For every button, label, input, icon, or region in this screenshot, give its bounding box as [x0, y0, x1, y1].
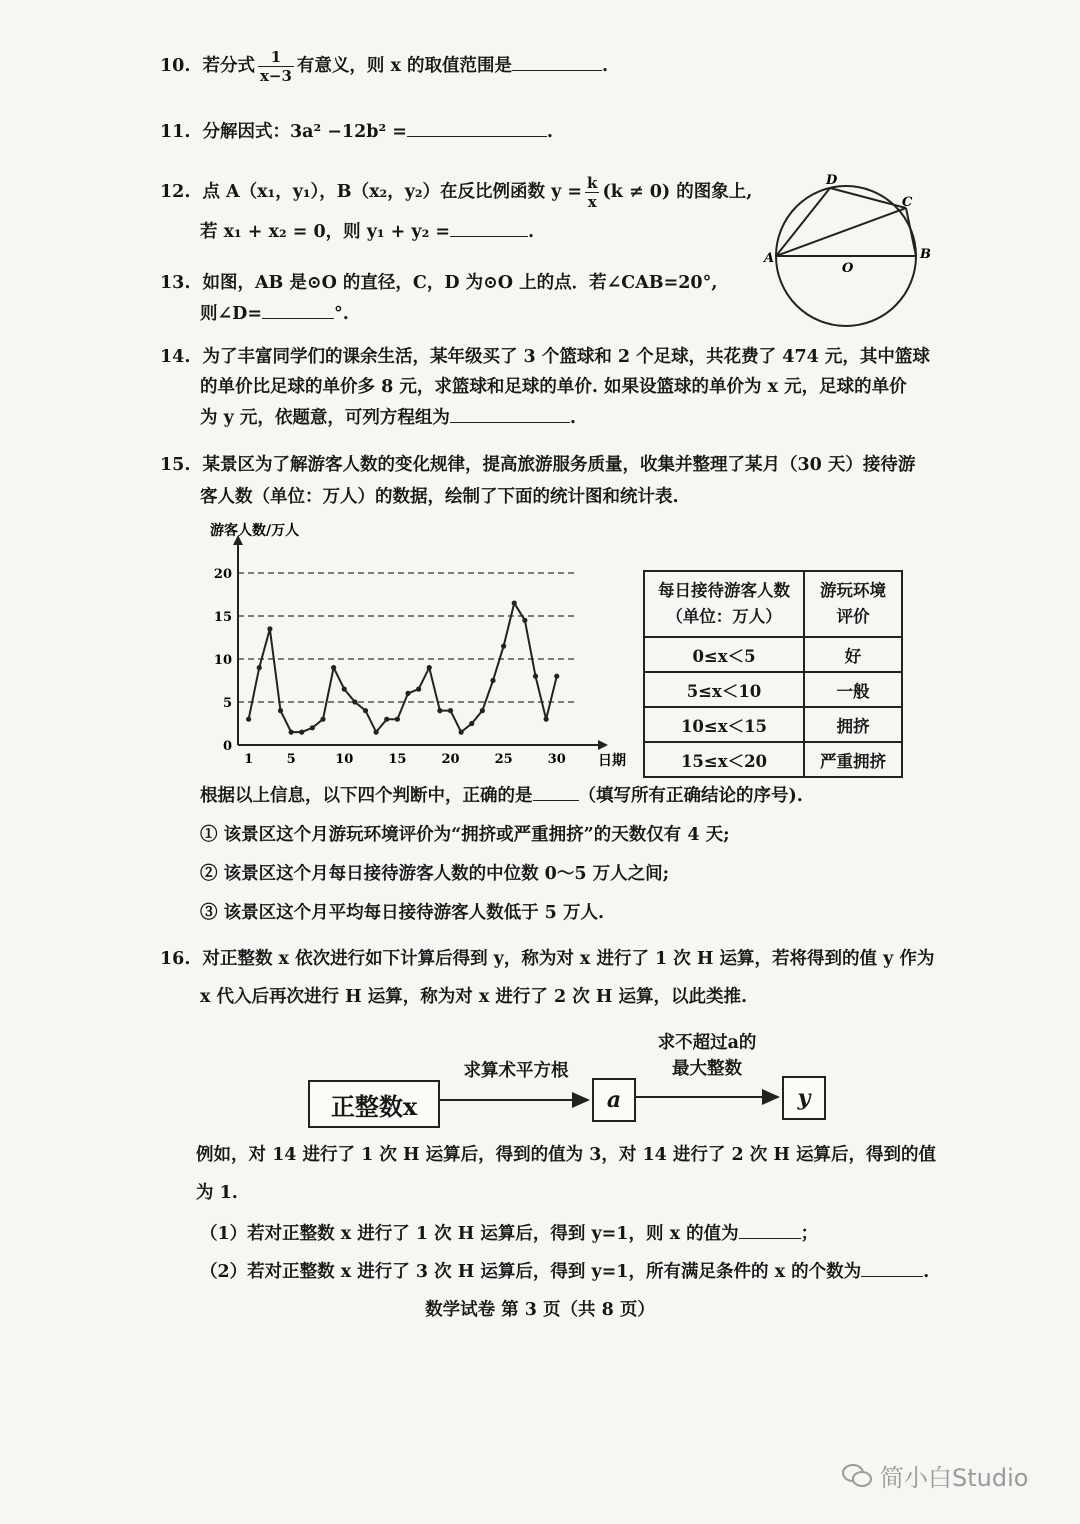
data-point [512, 601, 517, 606]
x-tick-label: 1 [244, 752, 254, 767]
answer-blank[interactable] [450, 404, 570, 423]
data-point [522, 618, 527, 623]
answer-blank[interactable] [407, 118, 547, 137]
subquestion-1: （1）若对正整数 x 进行了 1 次 H 运算后，得到 y=1，则 x 的值为 ； [200, 1220, 818, 1247]
question-16-line2: x 代入后再次进行 H 运算，称为对 x 进行了 2 次 H 运算，以此类推. [200, 987, 748, 1007]
data-point [501, 644, 506, 649]
flow-box-y: y [782, 1076, 826, 1120]
data-point [405, 691, 410, 696]
data-point [469, 721, 474, 726]
data-point [448, 708, 453, 713]
x-tick-label: 10 [335, 752, 354, 767]
x-tick-label: 15 [388, 752, 407, 767]
label-b: B [920, 247, 931, 262]
label-o: O [842, 261, 854, 276]
question-13-line2: 则∠D= °. [200, 300, 349, 327]
series-line [249, 603, 557, 732]
data-point [480, 708, 485, 713]
option-1: ① 该景区这个月游玩环境评价为“拥挤或严重拥挤”的天数仅有 4 天; [200, 825, 730, 845]
x-tick-label: 25 [494, 752, 513, 767]
question-10: 10. 若分式 $\frac{1}{x-3}$ 有意义，则 x 的取值范围是 . [160, 48, 609, 85]
table-row: 10≤x＜15 拥挤 [644, 707, 902, 742]
question-12-line2: 若 x₁ + x₂ = 0，则 y₁ + y₂ = . [200, 218, 534, 245]
data-point [374, 730, 379, 735]
data-point [544, 717, 549, 722]
data-point [331, 665, 336, 670]
evaluation-table [643, 570, 903, 778]
x-tick-label: 20 [441, 752, 460, 767]
answer-blank[interactable] [512, 52, 602, 71]
y-tick-label: 20 [213, 567, 232, 582]
data-point [554, 674, 559, 679]
flow-box-a: a [592, 1078, 636, 1122]
data-point [278, 708, 283, 713]
data-point [320, 717, 325, 722]
question-14-line2: 的单价比足球的单价多 8 元，求篮球和足球的单价. 如果设篮球的单价为 x 元，足球的单价 [200, 377, 907, 397]
data-point [267, 626, 272, 631]
data-point [416, 687, 421, 692]
question-13-line1: 13. 如图，AB 是⊙O 的直径，C，D 为⊙O 上的点．若∠CAB=20°, [160, 273, 718, 293]
table-row: 0≤x＜5 好 [644, 637, 902, 672]
question-12-line1: 12. 点 A（x₁，y₁），B（x₂，y₂）在反比例函数 y = $\frac{k}{x}$ (k ≠ 0) 的图象上, [160, 174, 753, 211]
option-3: ③ 该景区这个月平均每日接待游客人数低于 5 万人. [200, 903, 605, 923]
question-16-line1: 16. 对正整数 x 依次进行如下计算后得到 y，称为对 x 进行了 1 次 H 运算，若将得到的值 y 作为 [160, 949, 935, 969]
flow-label-floor: 求不超过a的 最大整数 [657, 1033, 757, 1079]
x-tick-label: 30 [547, 752, 566, 767]
data-point [363, 708, 368, 713]
y-tick-label: 10 [213, 653, 232, 668]
visitor-line-chart [190, 515, 626, 775]
page-footer: 数学试卷 第 3 页（共 8 页） [425, 1300, 655, 1320]
answer-blank[interactable] [739, 1220, 801, 1239]
x-axis-label: 日期 [598, 753, 626, 769]
label-a: A [764, 251, 775, 266]
y-tick-label: 5 [222, 696, 232, 711]
data-point [246, 717, 251, 722]
table-header-row [644, 571, 902, 637]
data-point [310, 725, 315, 730]
table-header-eval: 游玩环境 评价 [804, 571, 902, 637]
option-2: ② 该景区这个月每日接待游客人数的中位数 0～5 万人之间; [200, 864, 670, 884]
watermark: 简小白Studio [842, 1458, 1028, 1493]
table-header-count: 每日接待游客人数 （单位：万人） [644, 571, 804, 637]
data-point [299, 730, 304, 735]
data-point [427, 665, 432, 670]
data-point [342, 687, 347, 692]
table-row: 5≤x＜10 一般 [644, 672, 902, 707]
example-line2: 为 1. [196, 1183, 238, 1203]
data-point [289, 730, 294, 735]
chord-dc [830, 188, 906, 208]
subquestion-2: （2）若对正整数 x 进行了 3 次 H 运算后，得到 y=1，所有满足条件的 x 的个数为 . [200, 1258, 929, 1285]
data-point [352, 699, 357, 704]
data-point [437, 708, 442, 713]
question-15-prompt: 根据以上信息，以下四个判断中，正确的是 （填写所有正确结论的序号). [200, 782, 803, 809]
question-14-line1: 14. 为了丰富同学们的课余生活，某年级买了 3 个篮球和 2 个足球，共花费了 474 元，其中篮球 [160, 347, 930, 367]
y-axis-label: 游客人数/万人 [210, 523, 300, 539]
data-point [384, 717, 389, 722]
question-11: 11. 分解因式：3a² −12b² = . [160, 118, 553, 145]
answer-blank[interactable] [533, 782, 579, 801]
data-point [533, 674, 538, 679]
circle-figure [760, 168, 940, 338]
data-point [257, 665, 262, 670]
x-axis-arrow [598, 740, 608, 750]
answer-blank[interactable] [861, 1258, 923, 1277]
question-number: 10. [160, 56, 191, 76]
fraction: $\frac{1}{x-3}$ [259, 48, 292, 85]
label-d: D [826, 173, 838, 188]
question-14-line3: 为 y 元，依题意，可列方程组为 . [200, 404, 576, 431]
table-row: 15≤x＜20 严重拥挤 [644, 742, 902, 777]
example-line1: 例如，对 14 进行了 1 次 H 运算后，得到的值为 3，对 14 进行了 2 次 H 运算后，得到的值 [196, 1145, 937, 1165]
data-point [490, 678, 495, 683]
fraction: $\frac{k}{x}$ [587, 174, 598, 211]
x-tick-label: 5 [286, 752, 296, 767]
question-15-line1: 15. 某景区为了解游客人数的变化规律，提高旅游服务质量，收集并整理了某月（30 天）接待游 [160, 455, 916, 475]
question-15-line2: 客人数（单位：万人）的数据，绘制了下面的统计图和统计表. [200, 487, 679, 507]
flow-box-x: 正整数x [308, 1080, 440, 1128]
chord-cb [906, 208, 916, 256]
wechat-icon [842, 1463, 872, 1489]
y-tick-label: 0 [222, 739, 232, 754]
label-c: C [902, 195, 913, 210]
y-tick-label: 15 [213, 610, 232, 625]
answer-blank[interactable] [262, 300, 334, 319]
flow-label-sqrt: 求算术平方根 [463, 1061, 569, 1081]
data-point [459, 730, 464, 735]
data-point [395, 717, 400, 722]
answer-blank[interactable] [450, 218, 528, 237]
